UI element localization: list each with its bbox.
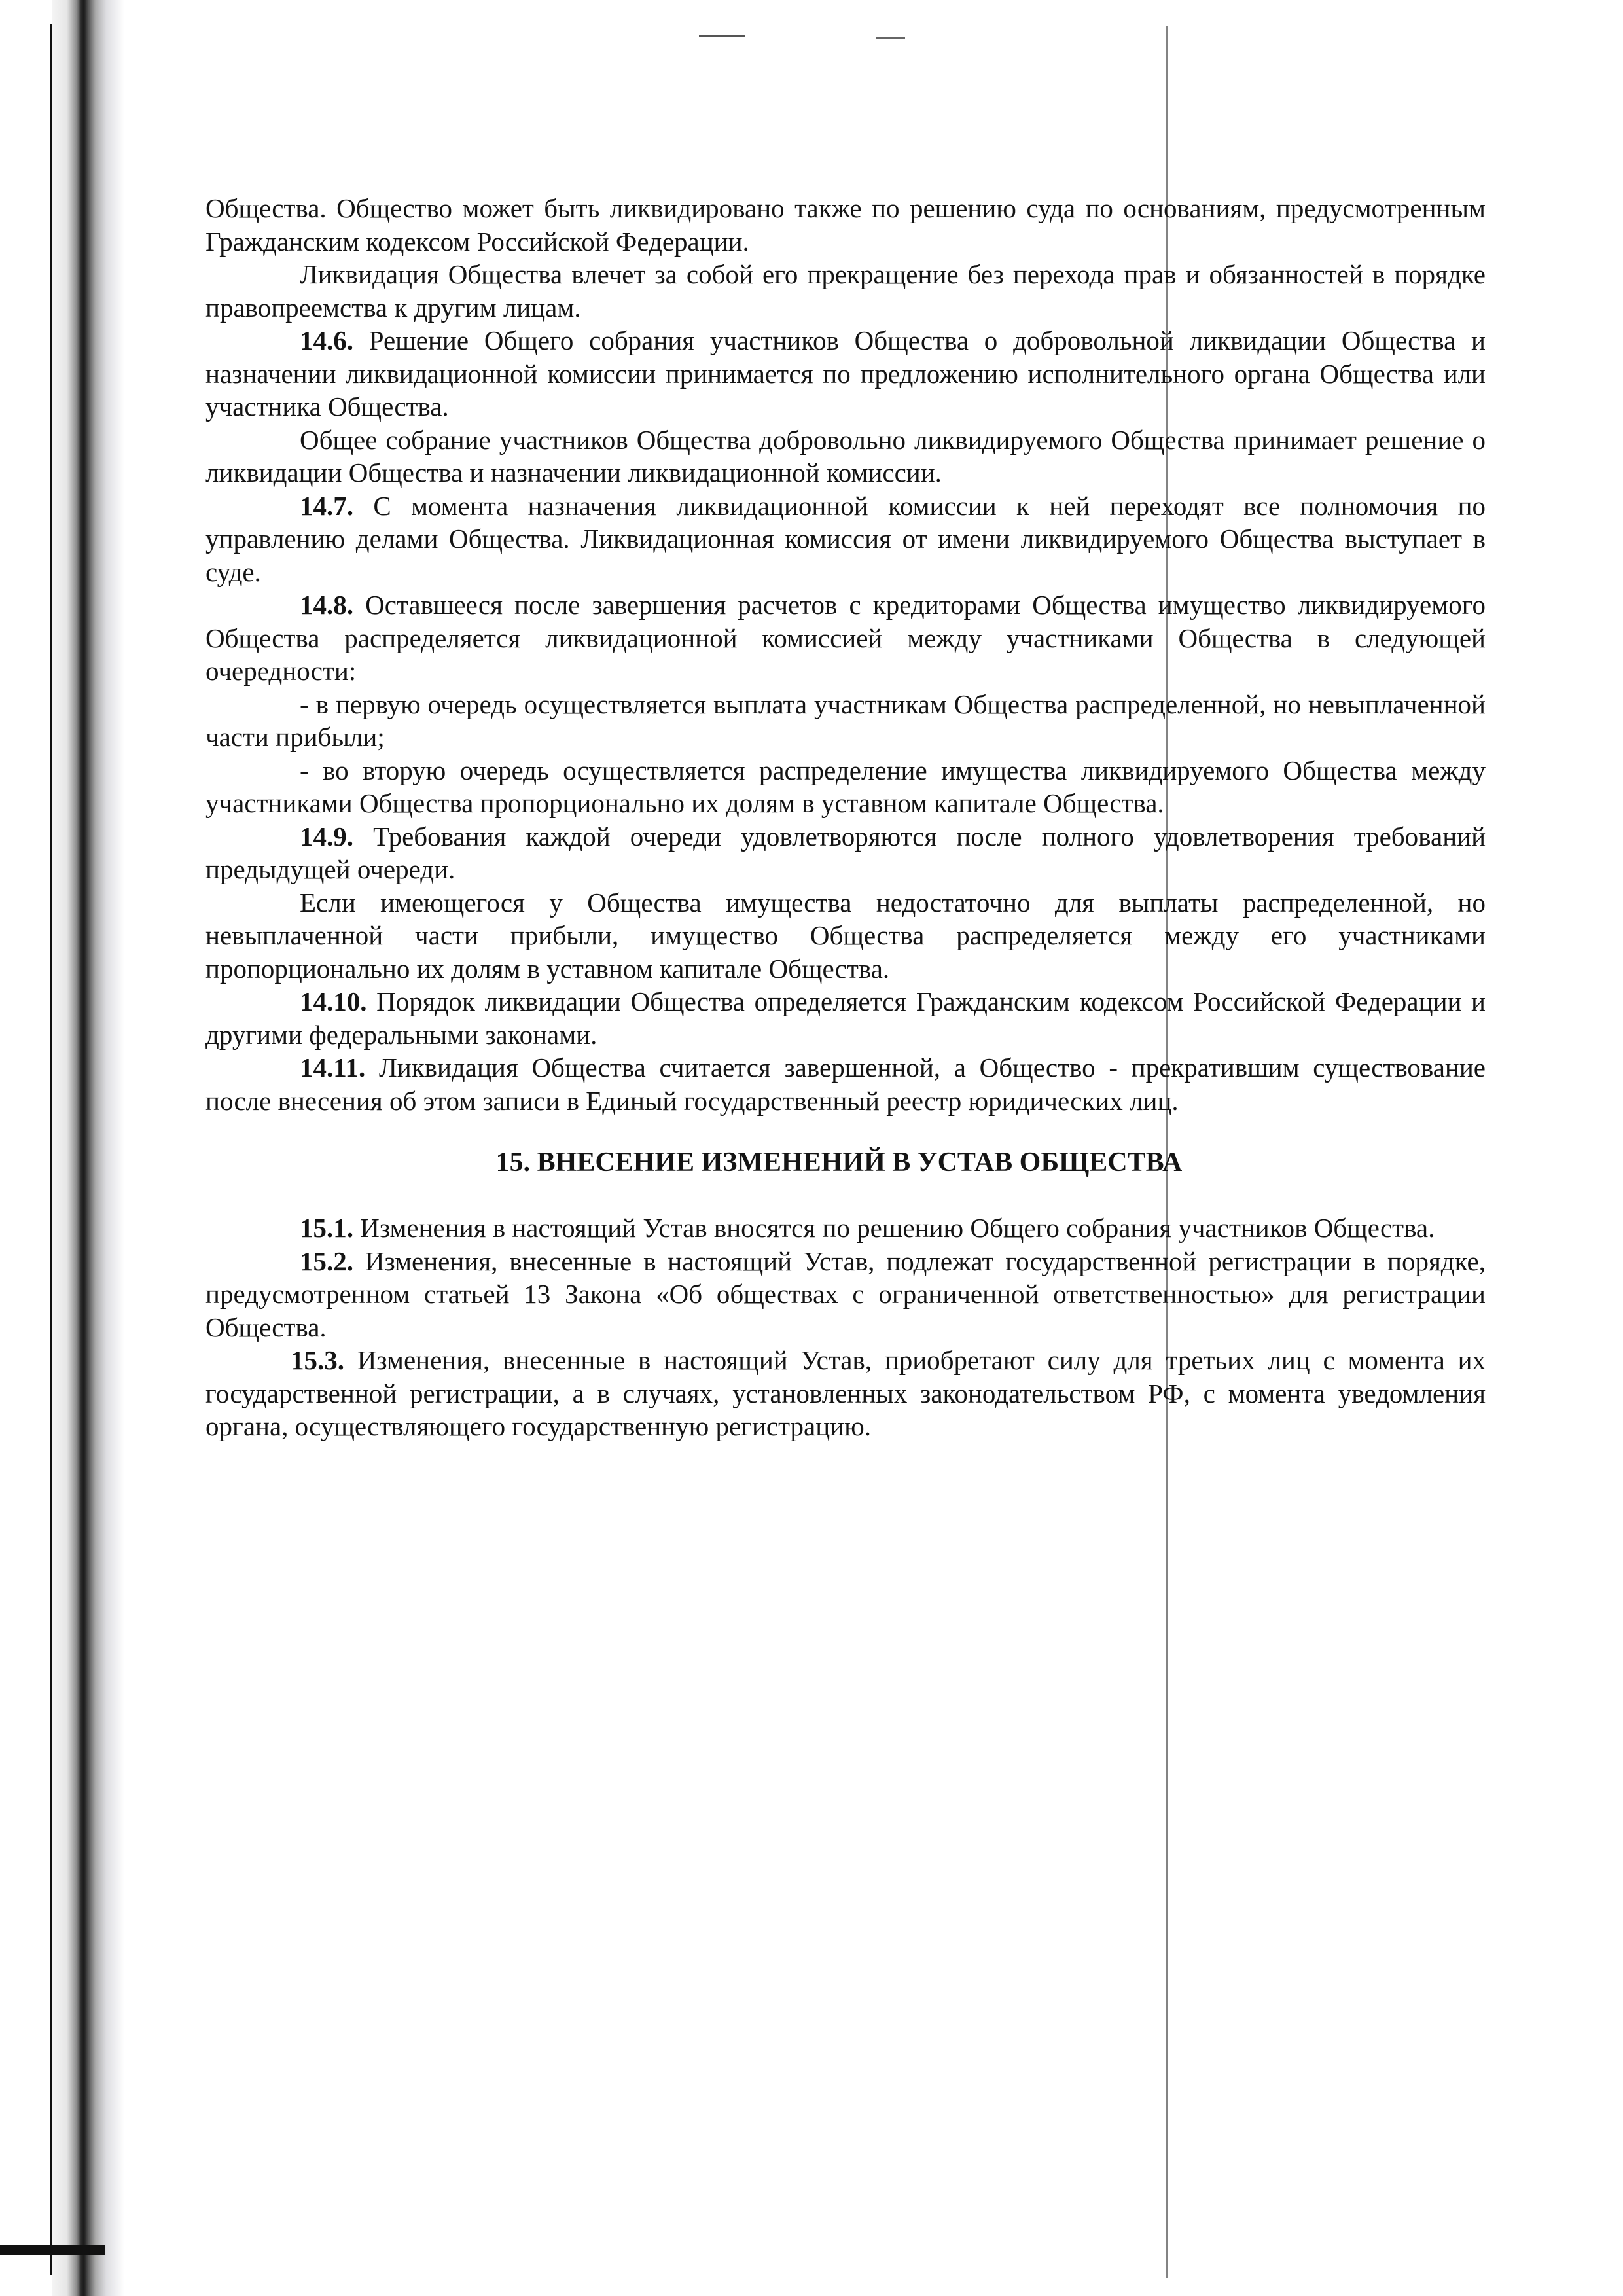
- clause-14-11: [205, 1051, 1486, 1117]
- clause-number: 15.3.: [291, 1345, 344, 1375]
- list-item: - во вторую очередь осуществляется распределение имущества ликвидируемого Общества между участниками Общества пропорционально их долям в уставном капитале Общества.: [205, 755, 1486, 818]
- clause-14-6-extra: Общее собрание участников Общества добровольно ликвидируемого Общества принимает решение о ликвидации Общества и назначении ликвидационной комиссии.: [205, 424, 1486, 488]
- clause-number: 14.10.: [300, 986, 367, 1016]
- clause-number: 14.9.: [300, 821, 353, 852]
- clause-15-3: [205, 1344, 1486, 1443]
- scan-bottom-bar: [0, 2245, 105, 2255]
- clause-14-6: [205, 324, 1486, 423]
- clause-14-9: [205, 820, 1486, 886]
- clause-text: Ликвидация Общества считается завершенной, а Общество - прекратившим существование после внесения об этом записи в Единый государственный реестр юридических лиц.: [205, 1052, 1486, 1116]
- clause-number: 14.8.: [300, 590, 353, 620]
- clause-number: 14.6.: [300, 325, 353, 355]
- clause-14-10: [205, 985, 1486, 1051]
- clause-text: Оставшееся после завершения расчетов с кредиторами Общества имущество ликвидируемого Общества распределяется ликвидационной комиссией между участниками Общества в следующей очередности:: [205, 590, 1486, 686]
- section-title: 15. ВНЕСЕНИЕ ИЗМЕНЕНИЙ В УСТАВ ОБЩЕСТВА: [495, 1147, 1183, 1177]
- clause-text: Изменения, внесенные в настоящий Устав, подлежат государственной регистрации в порядке, предусмотренном статьей 13 Закона «Об обществах с ограниченной ответственностью» для регистрации Общества.: [205, 1246, 1486, 1342]
- clause-14-9-extra: Если имеющегося у Общества имущества недостаточно для выплаты распределенной, но невыплаченной части прибыли, имущество Общества распределяется между его участниками пропорционально их долям в уставном капитале Общества.: [205, 887, 1486, 984]
- clause-number: 15.1.: [300, 1213, 353, 1243]
- clause-number: 14.7.: [300, 490, 353, 521]
- scan-binding-shadow: [52, 0, 124, 2296]
- clause-text: Изменения в настоящий Устав вносятся по решению Общего собрания участников Общества.: [360, 1213, 1435, 1243]
- clause-text: Решение Общего собрания участников Общества о добровольной ликвидации Общества и назначении ликвидационной комиссии принимается по предложению исполнительного органа Общества или участника Общества.: [205, 325, 1486, 422]
- document-page: [205, 192, 1486, 1443]
- clause-15-1: [205, 1211, 1486, 1245]
- clause-number: 15.2.: [300, 1246, 353, 1276]
- clause-14-8: [205, 588, 1486, 688]
- scan-top-mark: [699, 35, 745, 37]
- list-item: - в первую очередь осуществляется выплата участникам Общества распределенной, но невыплаченной части прибыли;: [205, 689, 1486, 752]
- scan-edge-line: [50, 24, 52, 2275]
- clause-text: Порядок ликвидации Общества определяется Гражданским кодексом Российской Федерации и другими федеральными законами.: [205, 986, 1486, 1050]
- clause-text: С момента назначения ликвидационной комиссии к ней переходят все полномочия по управлению делами Общества. Ликвидационная комиссия от имени ликвидируемого Общества выступает в суде.: [205, 490, 1486, 587]
- clause-15-2: [205, 1245, 1486, 1344]
- clause-14-7: [205, 490, 1486, 589]
- clause-text: Требования каждой очереди удовлетворяются после полного удовлетворения требований предыдущей очереди.: [205, 821, 1486, 884]
- clause-number: 14.11.: [300, 1052, 366, 1083]
- clause-text: Изменения, внесенные в настоящий Устав, приобретают силу для третьих лиц с момента их государственной регистрации, а в случаях, установленных законодательством РФ, с момента уведомления органа, осуществляющего государственную регистрацию.: [205, 1345, 1486, 1441]
- paragraph-liquidation-effect: Ликвидация Общества влечет за собой его прекращение без перехода прав и обязанностей в порядке правопреемства к другим лицам.: [205, 259, 1486, 323]
- paragraph-intro: Общества. Общество может быть ликвидировано также по решению суда по основаниям, предусмотренным Гражданским кодексом Российской Федерации.: [205, 193, 1486, 257]
- scan-top-mark: [876, 37, 905, 39]
